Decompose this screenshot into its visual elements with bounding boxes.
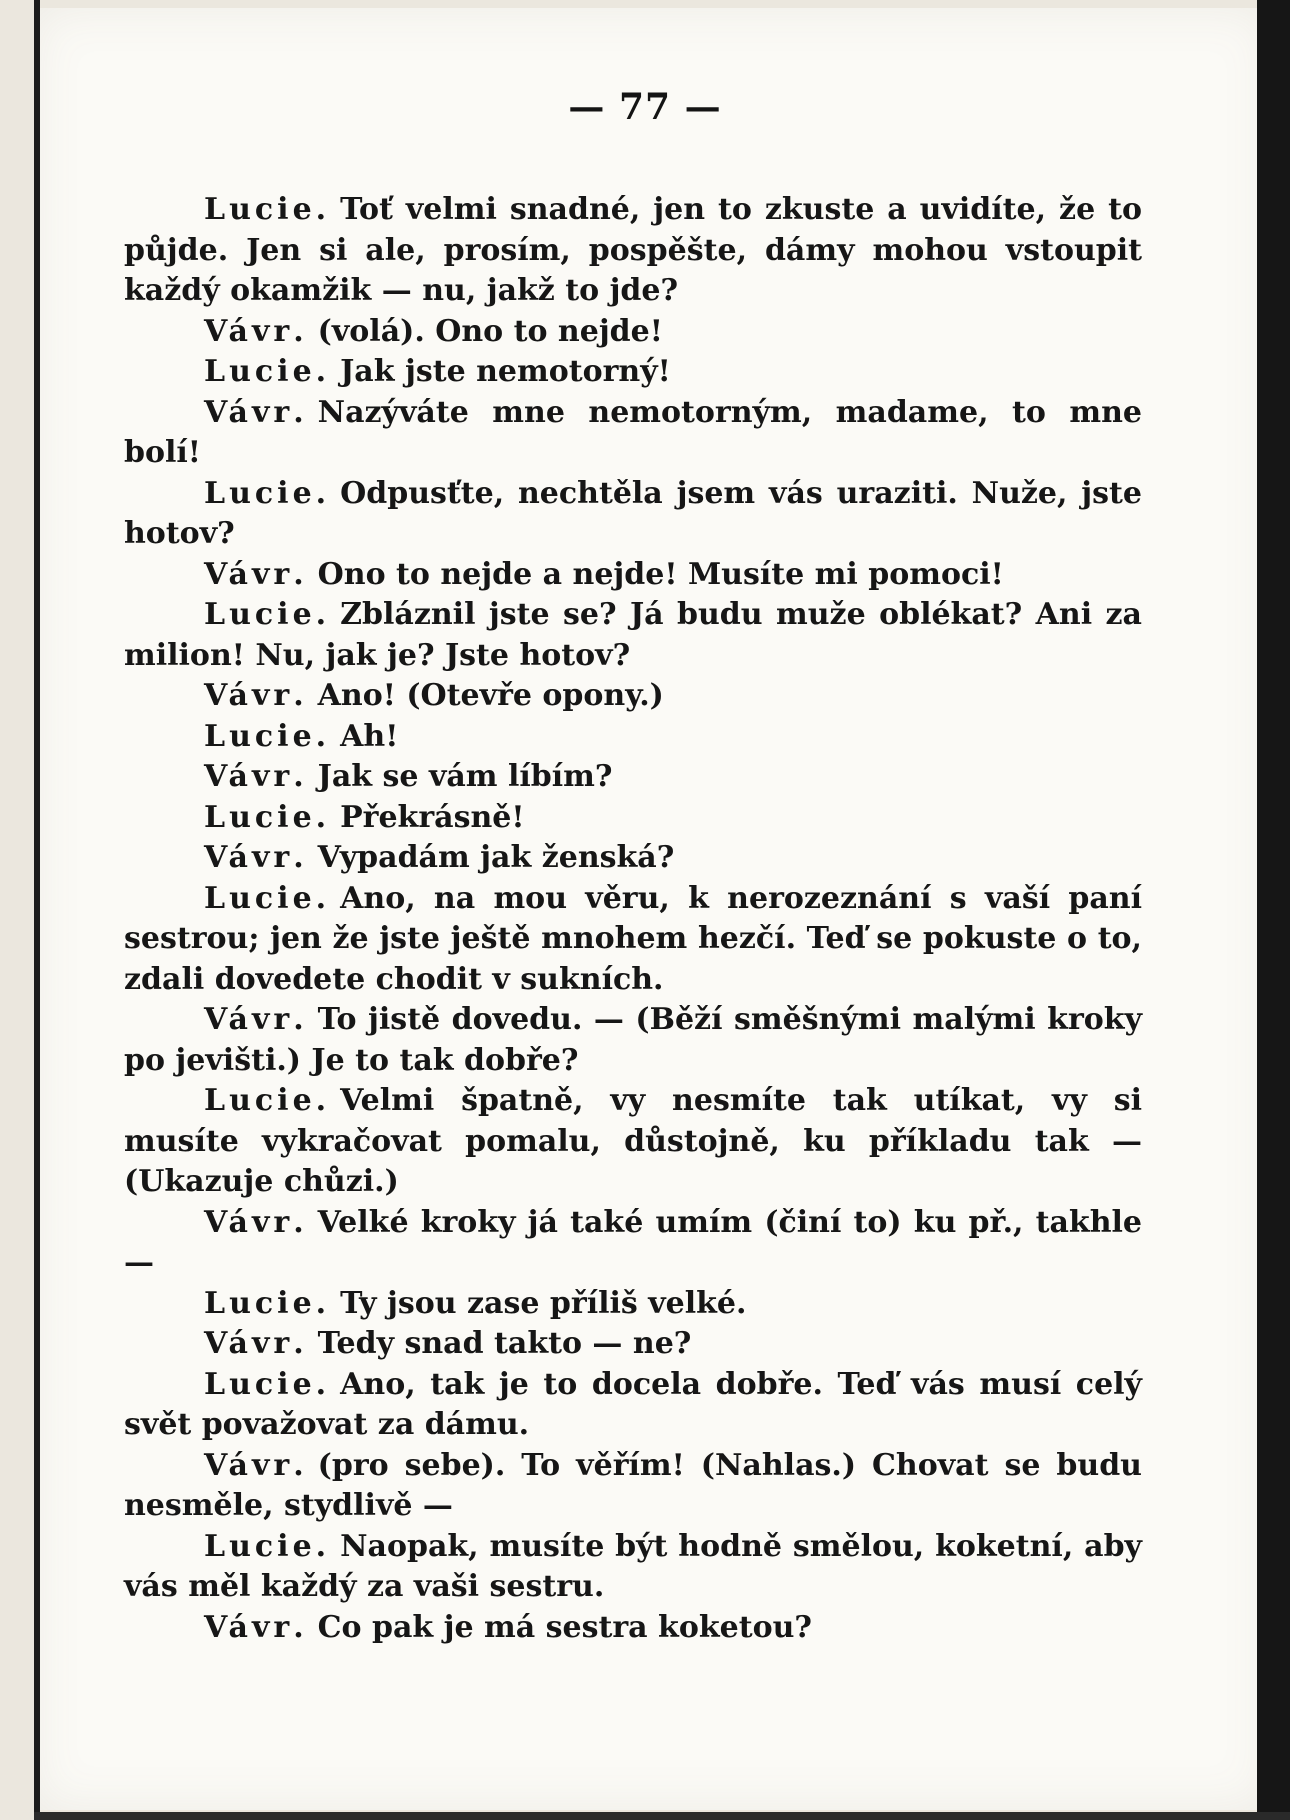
dialogue-line: Lucie. Překrásně! bbox=[204, 799, 525, 835]
page-edge-right bbox=[1257, 0, 1290, 1820]
speaker-name: Vávr bbox=[204, 1002, 294, 1037]
dialogue-line: Vávr. Velké kroky já také umím (činí to) ku př., takhle — bbox=[124, 1204, 1142, 1280]
dialogue-line: Vávr. (volá). Ono to nejde! bbox=[204, 313, 663, 349]
dialogue-line: Lucie. Velmi špatně, vy nesmíte tak utíkat, vy si musíte vykračovat pomalu, důstojně, ku příkladu tak — (Ukazuje chůzi.) bbox=[124, 1083, 1142, 1199]
line-text: Ono to nejde a nejde! Musíte mi pomoci! bbox=[317, 556, 1004, 592]
dialogue-line: Vávr. Ano! (Otevře opony.) bbox=[204, 678, 664, 713]
line-text: Ah! bbox=[340, 718, 399, 754]
speaker-name: Lucie bbox=[204, 192, 316, 227]
speaker-name: Lucie bbox=[204, 718, 316, 754]
dialogue-text bbox=[124, 190, 1142, 1648]
line-text: Jak jste nemotorný! bbox=[340, 354, 671, 389]
dialogue-line: Lucie. Jak jste nemotorný! bbox=[204, 354, 671, 389]
line-text: Zbláznil jste se? Já budu muže oblékat? Ani za milion! Nu, jak je? Jste hotov? bbox=[124, 597, 1142, 673]
speaker-name: Lucie bbox=[204, 1083, 316, 1118]
speaker-name: Vávr bbox=[204, 556, 294, 592]
dialogue-line: Lucie. Zbláznil jste se? Já budu muže oblékat? Ani za milion! Nu, jak je? Jste hotov? bbox=[124, 597, 1142, 673]
line-text: (volá). Ono to nejde! bbox=[317, 313, 663, 349]
line-text: Ano! (Otevře opony.) bbox=[317, 678, 664, 713]
line-text: Jak se vám líbím? bbox=[317, 759, 613, 794]
dialogue-line: Vávr. Co pak je má sestra koketou? bbox=[204, 1609, 812, 1645]
line-text: Překrásně! bbox=[340, 799, 525, 835]
dialogue-line: Lucie. Naopak, musíte být hodně smělou, koketní, aby vás měl každý za vaši sestru. bbox=[124, 1528, 1142, 1604]
speaker-name: Vávr bbox=[204, 1609, 294, 1645]
dialogue-line: Vávr. (pro sebe). To věřím! (Nahlas.) Chovat se budu nesměle, stydlivě — bbox=[124, 1447, 1142, 1523]
speaker-name: Lucie bbox=[204, 597, 316, 632]
speaker-name: Vávr bbox=[204, 840, 294, 875]
dialogue-line: Lucie. Ah! bbox=[204, 718, 399, 754]
line-text: Co pak je má sestra koketou? bbox=[317, 1609, 812, 1645]
speaker-name: Lucie bbox=[204, 1285, 316, 1321]
dialogue-line: Lucie. Odpusťte, nechtěla jsem vás uraziti. Nuže, jste hotov? bbox=[124, 475, 1142, 551]
line-text: Velké kroky já také umím (činí to) ku př., takhle — bbox=[124, 1204, 1142, 1280]
speaker-name: Lucie bbox=[204, 1528, 316, 1564]
line-text: Naopak, musíte být hodně smělou, koketní, aby vás měl každý za vaši sestru. bbox=[124, 1528, 1142, 1604]
speaker-name: Lucie bbox=[204, 1366, 316, 1402]
line-text: Vypadám jak ženská? bbox=[317, 840, 675, 875]
line-text: To jistě dovedu. — (Běží směšnými malými kroky po jevišti.) Je to tak dobře? bbox=[124, 1002, 1142, 1078]
dialogue-line: Vávr. Jak se vám líbím? bbox=[204, 759, 613, 794]
speaker-name: Lucie bbox=[204, 799, 316, 835]
dialogue-line: Vávr. Vypadám jak ženská? bbox=[204, 840, 675, 875]
line-text: Ano, na mou věru, k nerozeznání s vaší paní sestrou; jen že jste ještě mnohem hezčí. Teď se pokuste o to, zdali dovedete chodit v sukních. bbox=[124, 880, 1142, 997]
line-text: (pro sebe). To věřím! (Nahlas.) Chovat se budu nesměle, stydlivě — bbox=[124, 1447, 1142, 1523]
dialogue-line: Lucie. Toť velmi snadné, jen to zkuste a uvidíte, že to půjde. Jen si ale, prosím, pospěšte, dámy mohou vstoupit každý okamžik — nu, jakž to jde? bbox=[124, 192, 1142, 308]
page-number: — 77 — bbox=[568, 86, 722, 128]
speaker-name: Vávr bbox=[204, 394, 294, 430]
speaker-name: Lucie bbox=[204, 354, 316, 389]
dialogue-line: Vávr. To jistě dovedu. — (Běží směšnými malými kroky po jevišti.) Je to tak dobře? bbox=[124, 1002, 1142, 1078]
dialogue-line: Vávr. Ono to nejde a nejde! Musíte mi pomoci! bbox=[204, 556, 1004, 592]
binding-edge bbox=[34, 0, 40, 1820]
page-edge-bottom bbox=[34, 1812, 1290, 1820]
dialogue-line: Lucie. Ano, tak je to docela dobře. Teď vás musí celý svět považovat za dámu. bbox=[124, 1366, 1142, 1442]
line-text: Ano, tak je to docela dobře. Teď vás musí celý svět považovat za dámu. bbox=[124, 1366, 1142, 1442]
dialogue-line: Lucie. Ty jsou zase příliš velké. bbox=[204, 1285, 747, 1321]
line-text: Odpusťte, nechtěla jsem vás uraziti. Nuže, jste hotov? bbox=[124, 475, 1142, 551]
speaker-name: Vávr bbox=[204, 1447, 294, 1483]
line-text: Nazýváte mne nemotorným, madame, to mne bolí! bbox=[124, 394, 1142, 470]
speaker-name: Vávr bbox=[204, 759, 294, 794]
line-text: Ty jsou zase příliš velké. bbox=[340, 1285, 747, 1321]
speaker-name: Vávr bbox=[204, 678, 294, 713]
line-text: Toť velmi snadné, jen to zkuste a uvidíte, že to půjde. Jen si ale, prosím, pospěšte, dámy mohou vstoupit každý okamžik — nu, jakž to jde? bbox=[124, 192, 1142, 308]
dialogue-line: Vávr. Tedy snad takto — ne? bbox=[204, 1326, 692, 1361]
line-text: Tedy snad takto — ne? bbox=[317, 1326, 692, 1361]
speaker-name: Vávr bbox=[204, 1326, 294, 1361]
speaker-name: Vávr bbox=[204, 313, 294, 349]
dialogue-line: Lucie. Ano, na mou věru, k nerozeznání s vaší paní sestrou; jen že jste ještě mnohem hezčí. Teď se pokuste o to, zdali dovedete chodit v sukních. bbox=[124, 880, 1142, 997]
line-text: Velmi špatně, vy nesmíte tak utíkat, vy si musíte vykračovat pomalu, důstojně, ku příkladu tak — (Ukazuje chůzi.) bbox=[124, 1083, 1142, 1199]
speaker-name: Lucie bbox=[204, 880, 316, 916]
speaker-name: Lucie bbox=[204, 475, 316, 511]
speaker-name: Vávr bbox=[204, 1204, 294, 1240]
dialogue-line: Vávr. Nazýváte mne nemotorným, madame, to mne bolí! bbox=[124, 394, 1142, 470]
